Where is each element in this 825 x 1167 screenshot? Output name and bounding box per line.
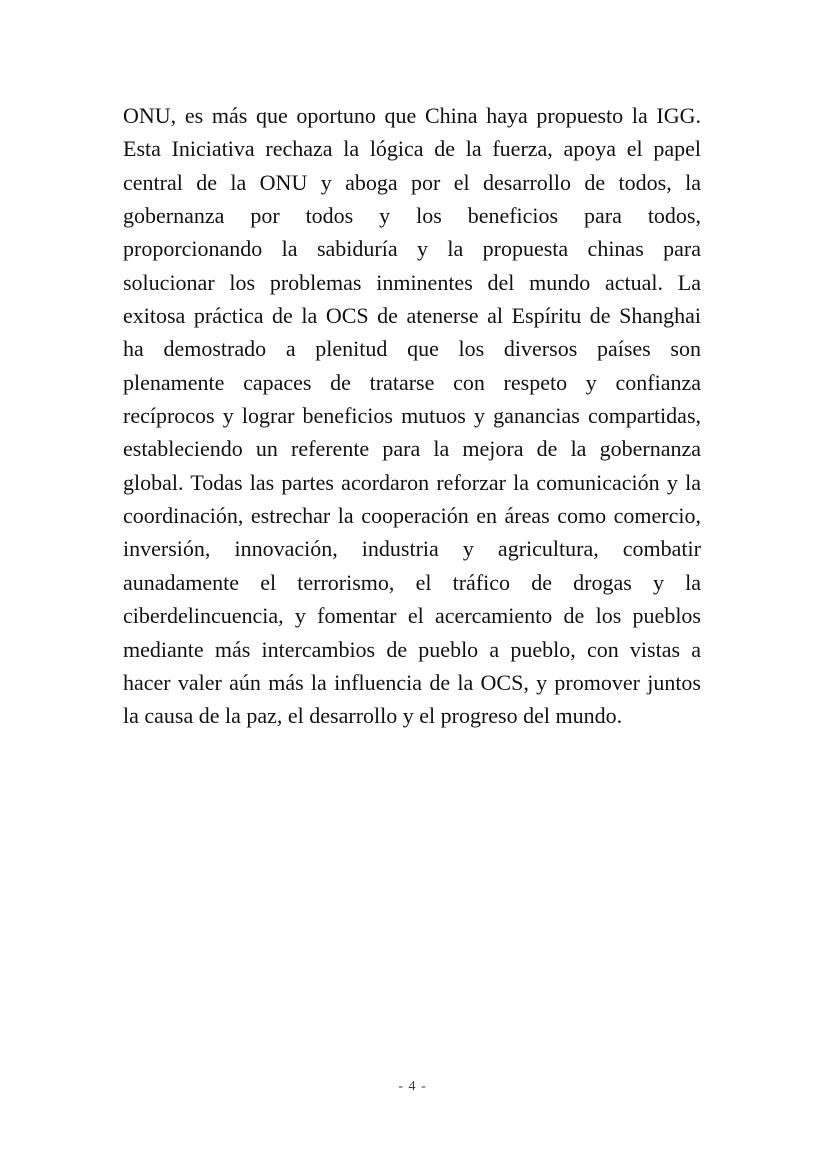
paragraph-line: coordinación, estrechar la cooperación en áreas como comercio, <box>123 503 701 529</box>
paragraph-line: la causa de la paz, el desarrollo y el progreso del mundo. <box>123 703 623 729</box>
paragraph-line: recíprocos y lograr beneficios mutuos y ganancias compartidas, <box>123 403 701 429</box>
paragraph-line: central de la ONU y aboga por el desarrollo de todos, la <box>123 169 701 195</box>
paragraph-line: exitosa práctica de la OCS de atenerse al Espíritu de Shanghai <box>123 303 701 329</box>
paragraph <box>123 99 701 733</box>
paragraph-line: inversión, innovación, industria y agricultura, combatir <box>123 536 701 562</box>
paragraph-line: mediante más intercambios de pueblo a pueblo, con vistas a <box>123 636 701 662</box>
paragraph-line: solucionar los problemas inminentes del mundo actual. La <box>123 269 701 295</box>
paragraph-line: aunadamente el terrorismo, el tráfico de drogas y la <box>123 569 701 595</box>
paragraph-line: gobernanza por todos y los beneficios para todos, <box>123 203 701 229</box>
paragraph-line: estableciendo un referente para la mejora de la gobernanza <box>123 436 701 462</box>
paragraph-line: global. Todas las partes acordaron reforzar la comunicación y la <box>123 469 701 495</box>
page-number: - 4 - <box>398 1079 427 1094</box>
paragraph-line: hacer valer aún más la influencia de la OCS, y promover juntos <box>123 669 701 695</box>
paragraph-line: proporcionando la sabiduría y la propuesta chinas para <box>123 236 701 262</box>
paragraph-line: ciberdelincuencia, y fomentar el acercamiento de los pueblos <box>123 603 701 629</box>
paragraph-line: ONU, es más que oportuno que China haya propuesto la IGG. <box>123 103 701 128</box>
paragraph-line: ha demostrado a plenitud que los diversos países son <box>123 336 701 362</box>
paragraph-line: plenamente capaces de tratarse con respeto y confianza <box>123 369 701 395</box>
paragraph-line: Esta Iniciativa rechaza la lógica de la fuerza, apoya el papel <box>123 136 701 162</box>
